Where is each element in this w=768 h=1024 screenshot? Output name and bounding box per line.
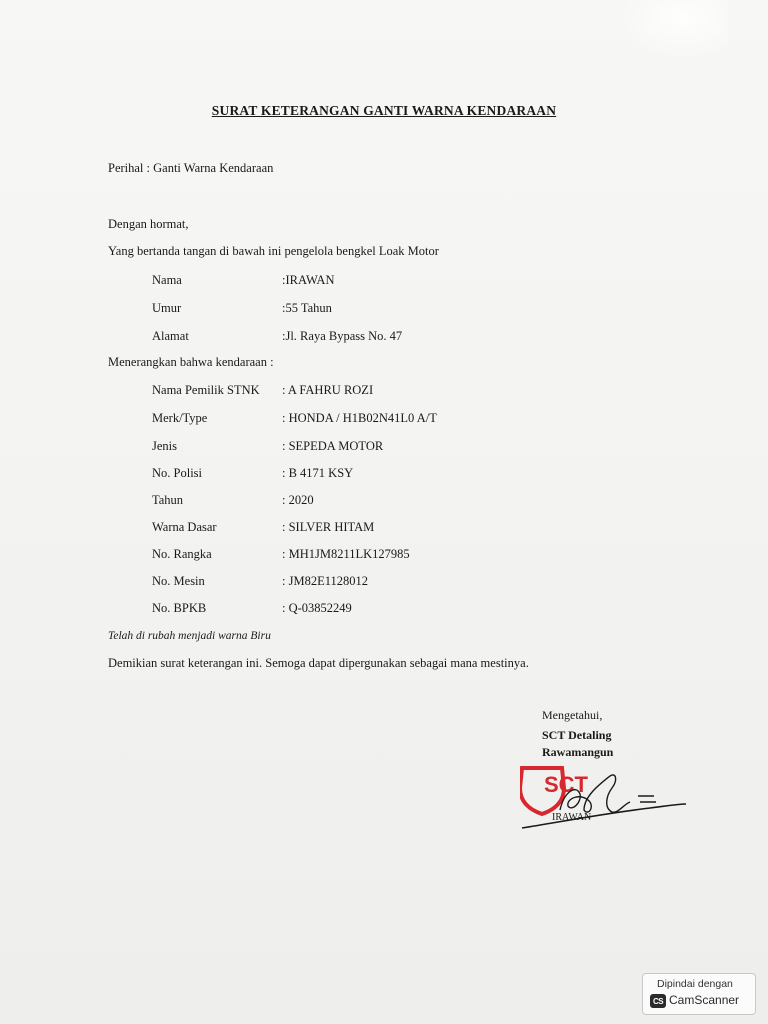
vehicle-intro: Menerangkan bahwa kendaraan : — [108, 355, 274, 369]
field-value: : Q-03852249 — [282, 601, 352, 615]
field-label: Warna Dasar — [152, 520, 217, 534]
camscanner-badge — [642, 973, 756, 1015]
field-value: :Jl. Raya Bypass No. 47 — [282, 329, 403, 343]
field-label: Alamat — [152, 329, 189, 343]
field-label: Nama Pemilik STNK — [152, 383, 260, 397]
scanner-caption: Dipindai dengan — [657, 978, 733, 990]
scanner-app-name: CamScanner — [669, 993, 740, 1007]
company-name: SCT Detaling — [542, 728, 612, 742]
field-label: No. BPKB — [152, 601, 207, 615]
field-value: : SEPEDA MOTOR — [282, 439, 384, 453]
field-label: Merk/Type — [152, 411, 208, 425]
intro-paragraph: Yang bertanda tangan di bawah ini pengelola bengkel Loak Motor — [108, 244, 439, 258]
greeting: Dengan hormat, — [108, 217, 189, 231]
field-label: Tahun — [152, 493, 184, 507]
field-label: Umur — [152, 301, 182, 315]
field-value: : 2020 — [282, 493, 314, 507]
field-value: : HONDA / H1B02N41L0 A/T — [282, 411, 437, 425]
signature-dashes — [638, 796, 656, 802]
document-title: SURAT KETERANGAN GANTI WARNA KENDARAAN — [211, 103, 557, 118]
field-label: Nama — [152, 273, 182, 287]
company-location: Rawamangun — [542, 745, 614, 759]
company-stamp — [520, 762, 690, 838]
field-label: No. Rangka — [152, 547, 212, 561]
field-value: : B 4171 KSY — [282, 466, 354, 480]
subject-line: Perihal : Ganti Warna Kendaraan — [108, 161, 274, 175]
field-value: : JM82E1128012 — [282, 574, 368, 588]
stamp-logo-text: SCT — [544, 772, 588, 797]
signature-underline — [522, 804, 686, 828]
field-value: :55 Tahun — [282, 301, 332, 315]
field-value: : SILVER HITAM — [282, 520, 375, 534]
camscanner-logo-icon: CS — [650, 994, 666, 1008]
field-label: No. Polisi — [152, 466, 203, 480]
field-value: :IRAWAN — [282, 273, 335, 287]
stamp-signer-name: IRAWAN — [552, 812, 592, 823]
acknowledge-label: Mengetahui, — [542, 708, 603, 722]
color-change-note: Telah di rubah menjadi warna Biru — [108, 630, 271, 642]
field-label: No. Mesin — [152, 574, 205, 588]
closing-paragraph: Demikian surat keterangan ini. Semoga dapat dipergunakan sebagai mana mestinya. — [108, 656, 529, 670]
field-value: : MH1JM8211LK127985 — [282, 547, 410, 561]
paper-fold — [618, 0, 728, 60]
field-label: Jenis — [152, 439, 177, 453]
field-value: : A FAHRU ROZI — [282, 383, 374, 397]
